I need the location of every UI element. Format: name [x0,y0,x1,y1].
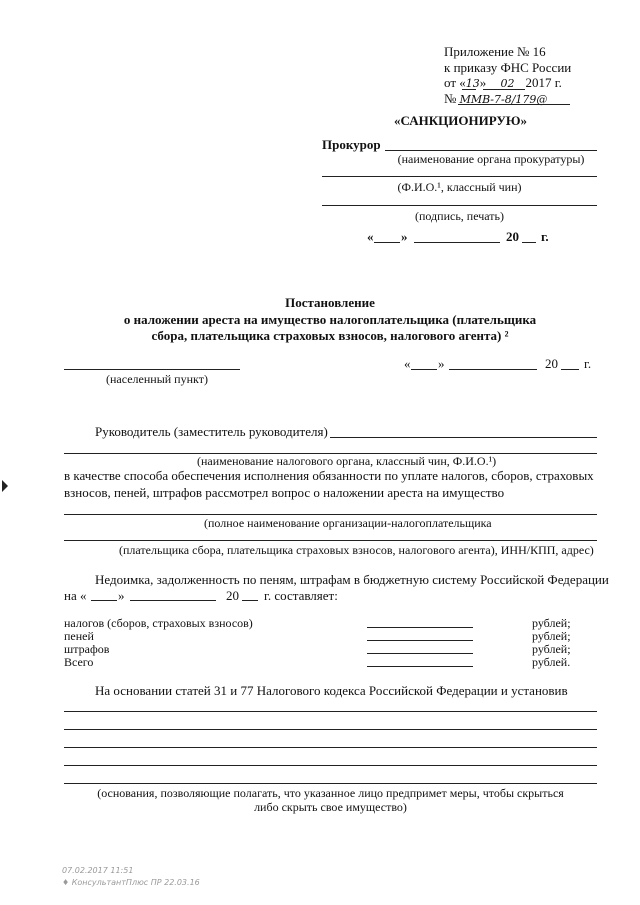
place-caption: (населенный пункт) [106,372,208,386]
amount-label: налогов (сборов, страховых взносов) [64,616,253,630]
amount-line [367,627,473,628]
approval-title: «САНКЦИОНИРУЮ» [394,113,528,128]
amount-unit: рублей. [532,655,571,669]
arrears-tail: г. составляет: [264,588,338,603]
para1-line2: взносов, пеней, штрафов рассмотрел вопрос о наложении ареста на имущество [64,485,505,500]
appendix-date-mid: » [479,75,487,90]
approval-year-prefix: 20 [506,229,519,244]
approval-date-open: « [367,229,374,244]
appendix-date [444,76,562,89]
amount-label: штрафов [64,642,110,656]
place-year-prefix: 20 [545,356,558,371]
arrears-close: » [118,588,125,603]
prosecutor-caption: (наименование органа прокуратуры) [397,152,585,166]
fio-caption: (Ф.И.О.¹, классный чин) [397,180,522,194]
place-month-line [449,369,537,370]
amount-line [367,640,473,641]
arrears-year-line [242,600,258,601]
basis-blank-line [64,711,597,712]
basis-blank-line [64,765,597,766]
place-date-close: » [438,356,445,371]
basis-blank-line [64,747,597,748]
amount-label: Всего [64,655,94,669]
appendix-order-number: ММВ-7-8/179@ [459,93,548,106]
appendix-number-line [458,104,570,105]
appendix-num-prefix: № [444,91,457,106]
approval-day-line [374,242,400,243]
place-day-line [411,369,437,370]
appendix-year: 2017 г. [525,75,562,90]
basis-blank-line [64,783,597,784]
place-year-suffix: г. [584,356,592,371]
place-year-line [561,369,579,370]
org-line [64,514,597,515]
head-line [330,437,597,438]
amount-line [367,653,473,654]
appendix-line1: Приложение № 16 [444,44,546,59]
payer-caption: (плательщика сбора, плательщика страховых взносов, налогового агента), ИНН/КПП, адрес) [119,543,594,557]
heading-line1: Постановление [285,295,375,310]
arrears-line1: Недоимка, задолженность по пеням, штрафам в бюджетную систему Российской Федерации [95,572,609,587]
amount-unit: рублей; [532,629,571,643]
appendix-day: 13 [465,77,480,90]
arrears-year: 20 [226,588,239,603]
amount-unit: рублей; [532,642,571,656]
heading-line3: сбора, плательщика страховых взносов, налогового агента) ² [151,328,509,343]
heading-line2: о наложении ареста на имущество налогоплательщика (плательщика [123,312,537,327]
appendix-date-prefix: от « [444,75,466,90]
prosecutor-line [385,150,597,151]
approval-date-close: » [401,229,408,244]
org-caption: (полное наименование организации-налогоплательщика [204,516,492,530]
amount-unit: рублей; [532,616,571,630]
basis-caption1: (основания, позволяющие полагать, что указанное лицо предпримет меры, чтобы скрыться [97,786,564,800]
appendix-day-line [462,89,476,90]
arrears-month-line [130,600,216,601]
approval-month-line [414,242,500,243]
para1-line1: в качестве способа обеспечения исполнения обязанности по уплате налогов, сборов, страховых [64,468,594,483]
payer-line [64,540,597,541]
prosecutor-label: Прокурор [322,137,381,152]
footer-stamp1: 07.02.2017 11:51 [62,866,134,875]
amount-line [367,666,473,667]
appendix-month-line [483,89,525,90]
arrears-day-line [91,600,117,601]
place-date-open: « [404,356,411,371]
sign-line [322,205,597,206]
basis-line: На основании статей 31 и 77 Налогового кодекса Российской Федерации и установив [95,683,568,698]
basis-caption2: либо скрыть свое имущество) [254,800,407,814]
sign-caption: (подпись, печать) [414,209,505,223]
arrears-on: на « [64,588,87,603]
footer-stamp2: ♦ КонсультантПлюс ПР 22.03.16 [62,878,200,887]
basis-blank-line [64,729,597,730]
amount-label: пеней [64,629,94,643]
appendix-month: 02 [500,77,515,90]
approval-year-line [522,242,536,243]
fio-line [322,176,597,177]
place-line [64,369,240,370]
head-label: Руководитель (заместитель руководителя) [95,424,328,439]
margin-arrow-icon [2,480,8,492]
head-caption: (наименование налогового органа, классный чин, Ф.И.О.¹) [197,454,497,468]
appendix-line2: к приказу ФНС России [444,60,572,75]
approval-year-suffix: г. [541,229,549,244]
